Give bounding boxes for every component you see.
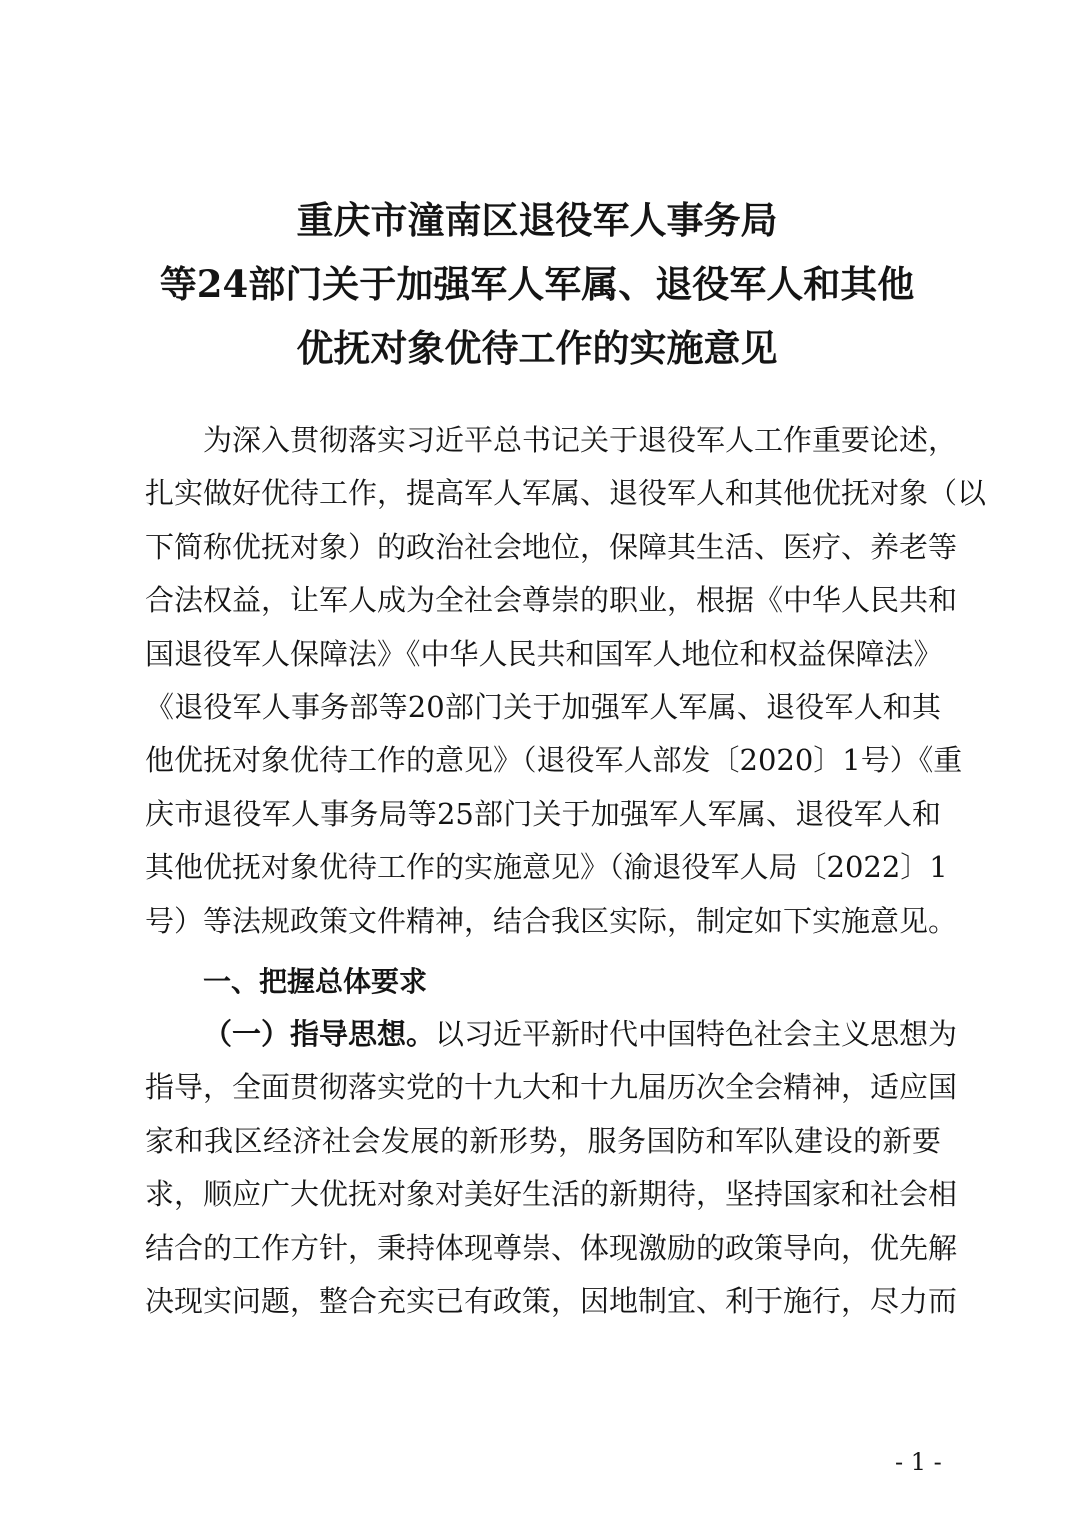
guiding-line-6: 决现实问题，整合充实已有政策，因地制宜、利于施行，尽力而 bbox=[145, 1283, 958, 1318]
intro-line-3: 下简称优抚对象）的政治社会地位，保障其生活、医疗、养老等 bbox=[145, 529, 958, 564]
intro-line-2: 扎实做好优待工作，提高军人军属、退役军人和其他优抚对象（以 bbox=[145, 476, 987, 511]
guiding-line-5: 结合的工作方针，秉持体现尊崇、体现激励的政策导向，优先解 bbox=[145, 1230, 958, 1265]
guiding-line-1-rest: 以习近平新时代中国特色社会主义思想为 bbox=[435, 1017, 958, 1051]
intro-line-5: 国退役军人保障法》《中华人民共和国军人地位和权益保障法》 bbox=[145, 636, 943, 671]
title-line-2: 等24部门关于加强军人军属、退役军人和其他 bbox=[159, 262, 915, 306]
section-heading: 一、把握总体要求 bbox=[203, 965, 428, 998]
guiding-line-1 bbox=[145, 1008, 958, 1061]
intro-line-10: 号）等法规政策文件精神，结合我区实际，制定如下实施意见。 bbox=[145, 903, 958, 938]
intro-line-6: 《退役军人事务部等20部门关于加强军人军属、退役军人和其 bbox=[145, 689, 941, 724]
title-line-3: 优抚对象优待工作的实施意见 bbox=[296, 326, 778, 370]
intro-line-4: 合法权益，让军人成为全社会尊崇的职业，根据《中华人民共和 bbox=[145, 583, 958, 618]
guiding-line-4: 求，顺应广大优抚对象对美好生活的新期待，坚持国家和社会相 bbox=[145, 1177, 958, 1212]
intro-paragraph bbox=[145, 414, 987, 948]
guiding-thought-paragraph bbox=[145, 1008, 958, 1328]
guiding-line-3: 家和我区经济社会发展的新形势，服务国防和军队建设的新要 bbox=[145, 1123, 941, 1158]
document-title bbox=[0, 188, 1074, 380]
subsection-lead: （一）指导思想。 bbox=[203, 1017, 436, 1051]
guiding-line-2: 指导，全面贯彻落实党的十九大和十九届历次全会精神，适应国 bbox=[145, 1070, 958, 1105]
page-number: - 1 - bbox=[895, 1448, 942, 1476]
intro-line-8: 庆市退役军人事务局等25部门关于加强军人军属、退役军人和 bbox=[145, 796, 941, 831]
intro-line-9: 其他优抚对象优待工作的实施意见》（渝退役军人局〔2022〕1 bbox=[145, 850, 948, 885]
intro-line-7: 他优抚对象优待工作的意见》（退役军人部发〔2020〕1号）《重 bbox=[145, 743, 963, 778]
intro-line-1: 为深入贯彻落实习近平总书记关于退役军人工作重要论述， bbox=[203, 423, 958, 457]
title-line-1: 重庆市潼南区退役军人事务局 bbox=[296, 198, 778, 242]
